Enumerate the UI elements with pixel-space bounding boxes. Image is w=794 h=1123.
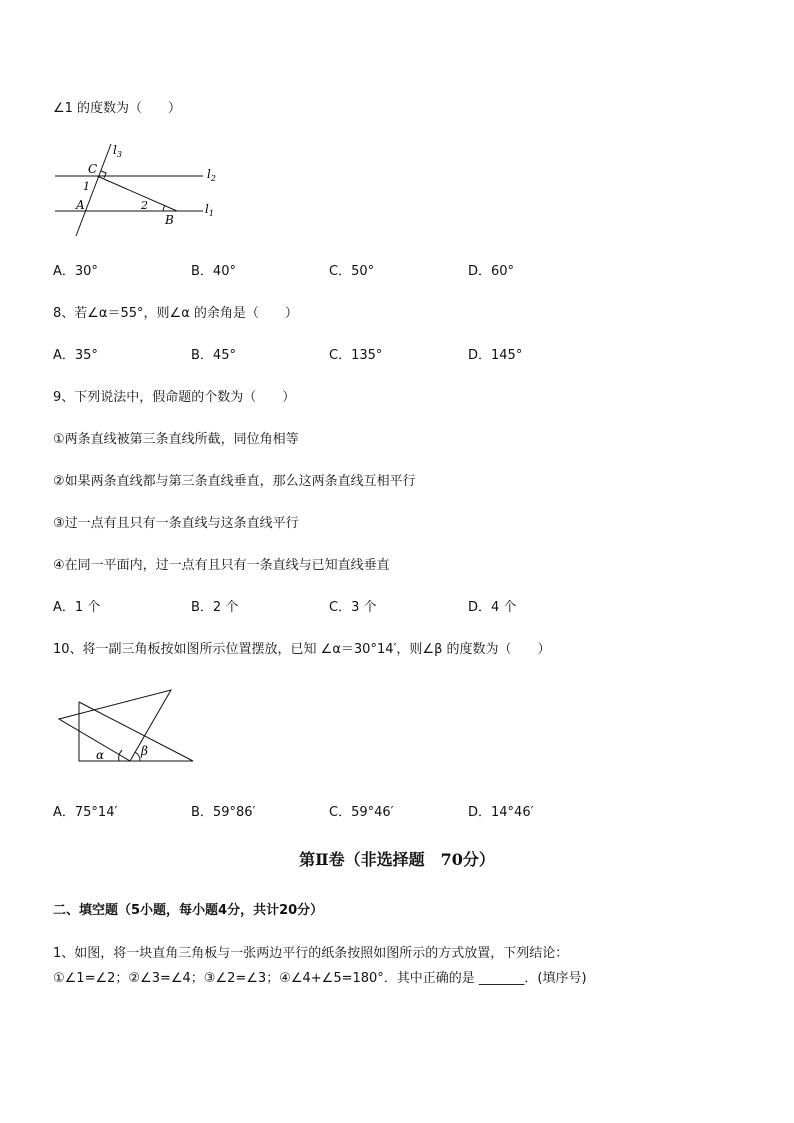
q7-option-d: D．60° <box>468 264 515 279</box>
label-c: C <box>88 162 98 176</box>
label-l3: $l_3$ <box>113 143 122 159</box>
q9-statement-4: ④在同一平面内，过一点有且只有一条直线与已知直线垂直 <box>53 558 390 573</box>
label-l1: $l_1$ <box>205 202 214 218</box>
q9-statement-2: ②如果两条直线都与第三条直线垂直，那么这两条直线互相平行 <box>53 474 416 489</box>
q7-option-b: B．40° <box>191 264 236 279</box>
label-a: A <box>76 198 85 212</box>
triangle-45 <box>59 690 171 761</box>
q8-stem: 8、若∠α＝55°，则∠α 的余角是（ ） <box>53 306 298 321</box>
q8-option-a: A．35° <box>53 348 98 363</box>
label-beta: β <box>141 744 148 758</box>
beta-arc <box>135 752 140 761</box>
q9-option-d: D．4 个 <box>468 600 517 615</box>
q10-option-c: C．59°46′ <box>329 805 394 820</box>
q10-option-d: D．14°46′ <box>468 805 534 820</box>
part2-title: 第Ⅱ卷（非选择题 70分） <box>299 850 495 869</box>
right-angle-mark <box>101 171 106 178</box>
label-angle2: 2 <box>141 199 148 212</box>
q7-figure <box>50 140 230 240</box>
angle2-arc <box>163 205 165 211</box>
part2-section-heading: 二、填空题（5小题，每小题4分，共计20分） <box>53 903 324 918</box>
q9-option-c: C．3 个 <box>329 600 377 615</box>
q9-stem: 9、下列说法中，假命题的个数为（ ） <box>53 390 296 405</box>
fill-q1-line2: ①∠1=∠2；②∠3=∠4；③∠2=∠3；④∠4+∠5=180°．其中正确的是 _______．(填序号) <box>53 971 587 986</box>
label-angle1: 1 <box>83 180 90 193</box>
q10-option-a: A．75°14′ <box>53 805 118 820</box>
q9-option-a: A．1 个 <box>53 600 101 615</box>
q8-option-b: B．45° <box>191 348 236 363</box>
label-l2: $l_2$ <box>207 167 216 183</box>
q9-option-b: B．2 个 <box>191 600 239 615</box>
q10-option-b: B．59°86′ <box>191 805 256 820</box>
line-l3 <box>76 144 111 236</box>
fill-q1-line1: 1、如图，将一块直角三角板与一张两边平行的纸条按照如图所示的方式放置，下列结论： <box>53 946 569 961</box>
q10-stem: 10、将一副三角板按如图所示位置摆放，已知 ∠α＝30°14′，则∠β 的度数为（ ） <box>53 642 551 657</box>
q9-statement-1: ①两条直线被第三条直线所截，同位角相等 <box>53 432 299 447</box>
q8-option-d: D．145° <box>468 348 523 363</box>
q7-option-c: C．50° <box>329 264 375 279</box>
q7-option-a: A．30° <box>53 264 98 279</box>
q8-option-c: C．135° <box>329 348 383 363</box>
q10-figure <box>55 686 200 766</box>
q9-statement-3: ③过一点有且只有一条直线与这条直线平行 <box>53 516 299 531</box>
label-b: B <box>165 213 174 227</box>
label-alpha: α <box>96 748 105 762</box>
q7-stem-tail: ∠1 的度数为（ ） <box>53 101 182 116</box>
